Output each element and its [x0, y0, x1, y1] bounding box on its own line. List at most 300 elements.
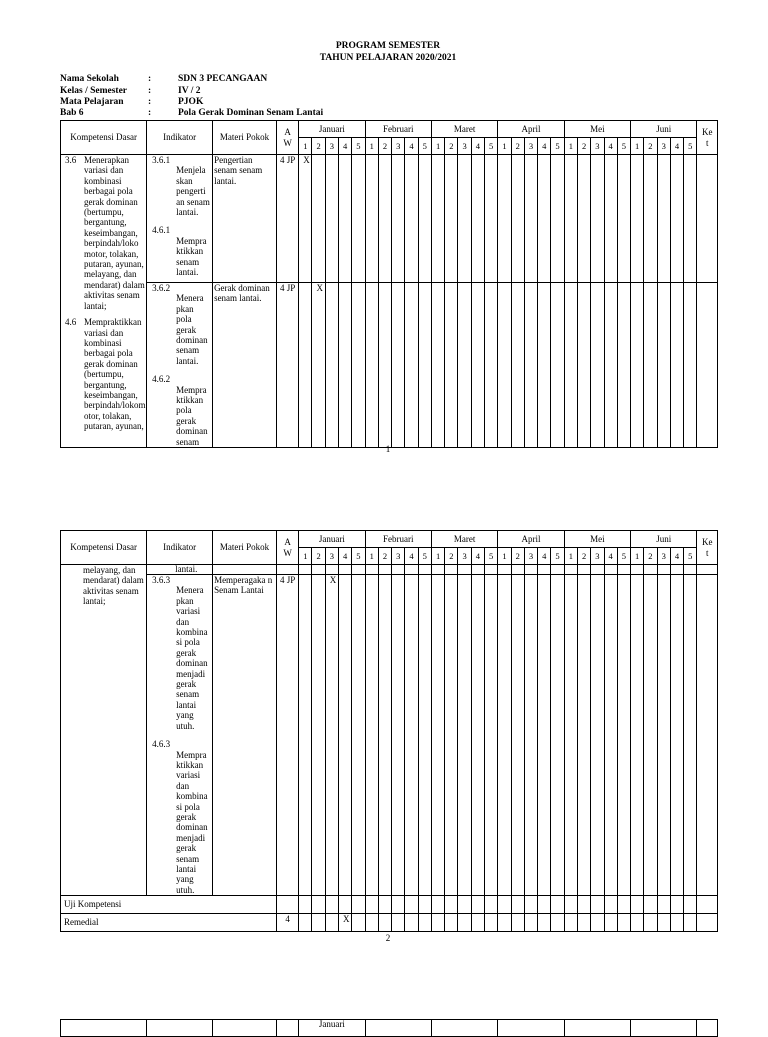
schedule-cell: [431, 155, 444, 283]
materi-cell: Memperagaka n Senam Lantai: [213, 575, 277, 896]
header-materi-pokok: Materi Pokok: [213, 531, 277, 565]
info-value: SDN 3 PECANGAAN: [178, 74, 268, 84]
aw-cell: [276, 896, 298, 914]
schedule-cell: [405, 896, 418, 914]
schedule-cell: [471, 283, 484, 448]
schedule-cell: [591, 283, 604, 448]
schedule-cell: [617, 565, 630, 575]
header-week: 3: [591, 138, 604, 155]
schedule-cell: [551, 565, 564, 575]
schedule-cell: [405, 283, 418, 448]
schedule-cell: [498, 575, 511, 896]
indikator-text: Mempra ktikkan senam lantai.: [176, 235, 207, 278]
schedule-mark: X: [312, 283, 325, 448]
schedule-cell: [325, 565, 338, 575]
schedule-cell: [604, 914, 617, 932]
schedule-cell: [670, 575, 683, 896]
header-week: 3: [657, 548, 670, 565]
schedule-cell: [684, 283, 697, 448]
header-month: Januari: [299, 121, 365, 138]
schedule-cell: [538, 155, 551, 283]
schedule-cell: [299, 896, 312, 914]
header-month: Juni: [631, 121, 697, 138]
header-week: 5: [617, 548, 630, 565]
kd-text: Menerapkan variasi dan kombinasi berbagai pola gerak dominan (bertumpu, bergantung, keseimbangan, berpindah/loko motor, tolakan, putaran, ayunan, melayang, dan mendarat) dalam aktivitas senam lantai;: [84, 155, 145, 311]
aw-cell: [276, 565, 298, 575]
header-week: 1: [631, 138, 644, 155]
header-month: Mei: [564, 121, 630, 138]
schedule-cell: [631, 283, 644, 448]
schedule-cell: [551, 575, 564, 896]
schedule-cell: [670, 896, 683, 914]
schedule-cell: [498, 896, 511, 914]
header-materi-pokok: [213, 1020, 277, 1037]
schedule-cell: [378, 896, 391, 914]
schedule-cell: [631, 575, 644, 896]
schedule-cell: [352, 575, 365, 896]
info-colon: :: [148, 74, 152, 84]
header-week: 1: [498, 548, 511, 565]
schedule-cell: [591, 914, 604, 932]
header-week: 2: [378, 548, 391, 565]
indikator-text: Mempra ktikkan variasi dan kombina si pola gerak dominan menjadi gerak senam lantai yang utuh.: [176, 749, 208, 895]
header-week: 2: [644, 138, 657, 155]
schedule-cell: [631, 155, 644, 283]
schedule-cell: [617, 283, 630, 448]
header-week: 4: [538, 548, 551, 565]
semester-table-page-2: [60, 530, 718, 932]
schedule-cell: [392, 155, 405, 283]
schedule-cell: [405, 155, 418, 283]
schedule-cell: [352, 283, 365, 448]
schedule-cell: [378, 914, 391, 932]
schedule-cell: [670, 155, 683, 283]
kd-text: melayang, dan mendarat) dalam aktivitas senam lantai;: [83, 565, 144, 607]
ket-cell: [697, 155, 718, 283]
schedule-cell: [312, 565, 325, 575]
header-week: 5: [352, 548, 365, 565]
schedule-cell: [339, 575, 352, 896]
schedule-cell: [471, 575, 484, 896]
header-aw: A W: [276, 531, 298, 565]
schedule-cell: [564, 914, 577, 932]
schedule-cell: [551, 155, 564, 283]
schedule-cell: [431, 565, 444, 575]
indikator-cell: [147, 575, 213, 896]
header-week: 1: [431, 138, 444, 155]
materi-cell: [213, 565, 277, 575]
schedule-cell: [684, 896, 697, 914]
indikator-text: Menera pkan variasi dan kombina si pola gerak dominan menjadi gerak senam lantai yang utuh.: [176, 585, 208, 731]
schedule-cell: [644, 896, 657, 914]
header-week: 4: [604, 548, 617, 565]
schedule-cell: [365, 575, 378, 896]
schedule-cell: [551, 896, 564, 914]
schedule-cell: [577, 575, 590, 896]
schedule-cell: [657, 155, 670, 283]
schedule-cell: [538, 914, 551, 932]
info-label: Nama Sekolah: [60, 74, 119, 84]
schedule-cell: [551, 283, 564, 448]
schedule-cell: [352, 896, 365, 914]
header-week: 3: [458, 548, 471, 565]
indikator-number: 4.6.3: [152, 739, 171, 750]
header-week: 1: [299, 138, 312, 155]
page-number: 1: [385, 444, 391, 454]
schedule-cell: [312, 896, 325, 914]
schedule-cell: [617, 914, 630, 932]
header-week: 4: [405, 138, 418, 155]
schedule-cell: [431, 914, 444, 932]
schedule-cell: [299, 283, 312, 448]
header-week: 5: [485, 548, 498, 565]
schedule-cell: [299, 565, 312, 575]
indikator-number: 4.6.2: [152, 374, 171, 385]
schedule-mark: X: [339, 914, 352, 932]
schedule-mark: X: [299, 155, 312, 283]
schedule-cell: [591, 896, 604, 914]
schedule-cell: [365, 896, 378, 914]
schedule-cell: [458, 283, 471, 448]
schedule-cell: [325, 283, 338, 448]
schedule-cell: [511, 565, 524, 575]
schedule-cell: [485, 155, 498, 283]
schedule-cell: [312, 155, 325, 283]
schedule-cell: [445, 565, 458, 575]
info-colon: :: [148, 97, 152, 107]
schedule-cell: [418, 896, 431, 914]
header-week: 3: [524, 548, 537, 565]
header-week: 4: [339, 138, 352, 155]
header-week: 2: [445, 548, 458, 565]
remedial-label: Remedial: [61, 914, 277, 932]
header-week: 3: [392, 138, 405, 155]
schedule-cell: [392, 283, 405, 448]
schedule-cell: [564, 565, 577, 575]
header-week: 2: [577, 548, 590, 565]
info-value: PJOK: [178, 97, 204, 107]
schedule-cell: [577, 155, 590, 283]
schedule-cell: [458, 896, 471, 914]
aw-cell: 4 JP: [276, 283, 298, 448]
schedule-cell: [577, 896, 590, 914]
header-week: 3: [325, 138, 338, 155]
schedule-cell: [538, 283, 551, 448]
schedule-cell: [604, 283, 617, 448]
schedule-mark: X: [325, 575, 338, 896]
schedule-cell: [365, 155, 378, 283]
header-week: 4: [471, 138, 484, 155]
schedule-cell: [431, 896, 444, 914]
schedule-cell: [445, 155, 458, 283]
schedule-cell: [604, 155, 617, 283]
header-materi-pokok: Materi Pokok: [213, 121, 277, 155]
header-week: 2: [644, 548, 657, 565]
schedule-cell: [511, 896, 524, 914]
schedule-cell: [644, 575, 657, 896]
header-kompetensi-dasar: [61, 1020, 147, 1037]
info-label: Bab 6: [60, 108, 84, 118]
schedule-cell: [538, 896, 551, 914]
header-indikator: [147, 1020, 213, 1037]
schedule-cell: [378, 155, 391, 283]
schedule-cell: [445, 283, 458, 448]
schedule-cell: [617, 575, 630, 896]
schedule-cell: [511, 914, 524, 932]
indikator-cell: lantai.: [147, 565, 213, 575]
header-month: Juni: [631, 531, 697, 548]
schedule-cell: [551, 914, 564, 932]
schedule-cell: [657, 565, 670, 575]
schedule-cell: [392, 896, 405, 914]
schedule-cell: [445, 914, 458, 932]
schedule-cell: [524, 575, 537, 896]
uji-kompetensi-label: Uji Kompetensi: [61, 896, 277, 914]
header-week: 5: [551, 138, 564, 155]
info-value: Pola Gerak Dominan Senam Lantai: [178, 108, 324, 118]
header-week: 1: [564, 138, 577, 155]
schedule-cell: [524, 565, 537, 575]
header-week: 2: [511, 548, 524, 565]
schedule-cell: [378, 575, 391, 896]
header-week: 2: [511, 138, 524, 155]
schedule-cell: [684, 914, 697, 932]
info-value: IV / 2: [178, 86, 201, 96]
schedule-cell: [325, 155, 338, 283]
schedule-cell: [631, 914, 644, 932]
schedule-cell: [498, 914, 511, 932]
kompetensi-dasar-cell: [61, 565, 147, 896]
schedule-cell: [392, 565, 405, 575]
schedule-cell: [352, 914, 365, 932]
header-aw: A W: [276, 121, 298, 155]
schedule-cell: [511, 283, 524, 448]
schedule-cell: [524, 896, 537, 914]
schedule-cell: [405, 914, 418, 932]
info-colon: :: [148, 86, 152, 96]
kd-text: Mempraktikkan variasi dan kombinasi berbagai pola gerak dominan (bertumpu, bergantung, keseimbangan, berpindah/lokom otor, tolakan, putaran, ayunan,: [84, 317, 146, 432]
aw-cell: 4: [276, 914, 298, 932]
info-label: Kelas / Semester: [60, 86, 128, 96]
schedule-cell: [617, 155, 630, 283]
schedule-cell: [312, 914, 325, 932]
header-week: 3: [524, 138, 537, 155]
schedule-cell: [312, 575, 325, 896]
indikator-number: 3.6.2: [152, 283, 171, 293]
schedule-cell: [591, 155, 604, 283]
header-week: 3: [591, 548, 604, 565]
header-kompetensi-dasar: Kompetensi Dasar: [61, 121, 147, 155]
schedule-cell: [577, 914, 590, 932]
schedule-cell: [485, 565, 498, 575]
schedule-cell: [564, 155, 577, 283]
header-month: Mei: [564, 531, 630, 548]
schedule-cell: [392, 575, 405, 896]
schedule-cell: [471, 914, 484, 932]
schedule-cell: [405, 575, 418, 896]
schedule-cell: [418, 914, 431, 932]
header-month: Januari: [299, 531, 365, 548]
schedule-cell: [564, 283, 577, 448]
schedule-cell: [511, 155, 524, 283]
schedule-cell: [577, 283, 590, 448]
header-week: 1: [431, 548, 444, 565]
header-week: 1: [564, 548, 577, 565]
schedule-cell: [352, 565, 365, 575]
schedule-cell: [485, 914, 498, 932]
header-week: 1: [631, 548, 644, 565]
schedule-cell: [498, 565, 511, 575]
schedule-cell: [458, 575, 471, 896]
header-aw: [276, 1020, 298, 1037]
schedule-cell: [670, 283, 683, 448]
header-month: April: [498, 121, 564, 138]
header-week: 4: [538, 138, 551, 155]
schedule-cell: [445, 575, 458, 896]
schedule-cell: [339, 896, 352, 914]
info-label: Mata Pelajaran: [60, 97, 124, 107]
materi-cell: Pengertian senam senam lantai.: [213, 155, 277, 283]
schedule-cell: [339, 155, 352, 283]
schedule-cell: [352, 155, 365, 283]
schedule-cell: [511, 575, 524, 896]
schedule-cell: [631, 896, 644, 914]
header-week: 2: [378, 138, 391, 155]
header-month: Januari: [299, 1020, 365, 1037]
header-week: 5: [352, 138, 365, 155]
ket-cell: [697, 575, 718, 896]
schedule-cell: [378, 565, 391, 575]
schedule-cell: [485, 283, 498, 448]
header-week: 3: [392, 548, 405, 565]
header-week: 1: [299, 548, 312, 565]
header-ket: Ke t: [697, 121, 718, 155]
document-title: PROGRAM SEMESTER: [335, 41, 441, 51]
schedule-cell: [657, 283, 670, 448]
header-ket: [697, 1020, 718, 1037]
page-number: 2: [385, 933, 391, 943]
schedule-cell: [564, 896, 577, 914]
schedule-cell: [524, 914, 537, 932]
schedule-cell: [392, 914, 405, 932]
schedule-cell: [591, 565, 604, 575]
indikator-cell: [147, 155, 213, 283]
header-week: 5: [418, 138, 431, 155]
info-colon: :: [148, 108, 152, 118]
schedule-cell: [670, 914, 683, 932]
header-week: 2: [312, 138, 325, 155]
schedule-cell: [644, 914, 657, 932]
header-week: 1: [365, 548, 378, 565]
schedule-cell: [339, 565, 352, 575]
schedule-cell: [524, 155, 537, 283]
kd-number: 4.6: [65, 317, 77, 328]
schedule-cell: [365, 565, 378, 575]
schedule-cell: [604, 565, 617, 575]
header-week: 4: [604, 138, 617, 155]
header-week: 4: [405, 548, 418, 565]
schedule-cell: [485, 896, 498, 914]
aw-cell: 4 JP: [276, 155, 298, 283]
semester-table-page-3: [60, 1019, 718, 1037]
ket-cell: [697, 914, 718, 932]
aw-cell: 4 JP: [276, 575, 298, 896]
schedule-cell: [644, 565, 657, 575]
schedule-cell: [657, 575, 670, 896]
schedule-cell: [365, 914, 378, 932]
schedule-cell: [339, 283, 352, 448]
schedule-cell: [524, 283, 537, 448]
schedule-cell: [458, 565, 471, 575]
schedule-cell: [299, 914, 312, 932]
schedule-cell: [431, 575, 444, 896]
schedule-cell: [418, 565, 431, 575]
schedule-cell: [445, 896, 458, 914]
header-week: 4: [339, 548, 352, 565]
schedule-cell: [418, 155, 431, 283]
schedule-cell: [405, 565, 418, 575]
kompetensi-dasar-cell: [61, 155, 147, 448]
header-week: 3: [325, 548, 338, 565]
schedule-cell: [591, 575, 604, 896]
schedule-cell: [325, 914, 338, 932]
schedule-cell: [471, 565, 484, 575]
kd-number: 3.6: [65, 155, 77, 165]
header-indikator: Indikator: [147, 531, 213, 565]
indikator-text: Menera pkan pola gerak dominan senam lantai.: [176, 293, 208, 366]
indikator-number: 3.6.1: [152, 155, 171, 165]
indikator-text: Mempra ktikkan pola gerak dominan senam: [176, 384, 208, 447]
indikator-number: 3.6.3: [152, 575, 171, 585]
ket-cell: [697, 896, 718, 914]
header-week: 1: [365, 138, 378, 155]
header-kompetensi-dasar: Kompetensi Dasar: [61, 531, 147, 565]
header-week: 5: [684, 138, 697, 155]
schedule-cell: [631, 565, 644, 575]
schedule-cell: [378, 283, 391, 448]
semester-table-page-1: [60, 120, 718, 448]
schedule-cell: [670, 565, 683, 575]
schedule-cell: [471, 896, 484, 914]
header-week: 3: [657, 138, 670, 155]
header-week: 5: [617, 138, 630, 155]
schedule-cell: [657, 914, 670, 932]
header-month: Februari: [365, 531, 431, 548]
header-week: 5: [684, 548, 697, 565]
indikator-text: Menjela skan pengerti an senam lantai.: [176, 165, 210, 218]
schedule-cell: [458, 914, 471, 932]
header-week: 4: [670, 548, 683, 565]
materi-cell: Gerak dominan senam lantai.: [213, 283, 277, 448]
header-week: 5: [485, 138, 498, 155]
schedule-cell: [657, 896, 670, 914]
header-week: 2: [445, 138, 458, 155]
schedule-cell: [604, 896, 617, 914]
schedule-cell: [564, 575, 577, 896]
schedule-cell: [471, 155, 484, 283]
schedule-cell: [325, 896, 338, 914]
academic-year: TAHUN PELAJARAN 2020/2021: [319, 53, 457, 63]
schedule-cell: [299, 575, 312, 896]
schedule-cell: [644, 283, 657, 448]
schedule-cell: [538, 575, 551, 896]
header-week: 1: [498, 138, 511, 155]
header-month: Februari: [365, 121, 431, 138]
schedule-cell: [617, 896, 630, 914]
header-week: 5: [551, 548, 564, 565]
header-week: 3: [458, 138, 471, 155]
header-week: 2: [577, 138, 590, 155]
